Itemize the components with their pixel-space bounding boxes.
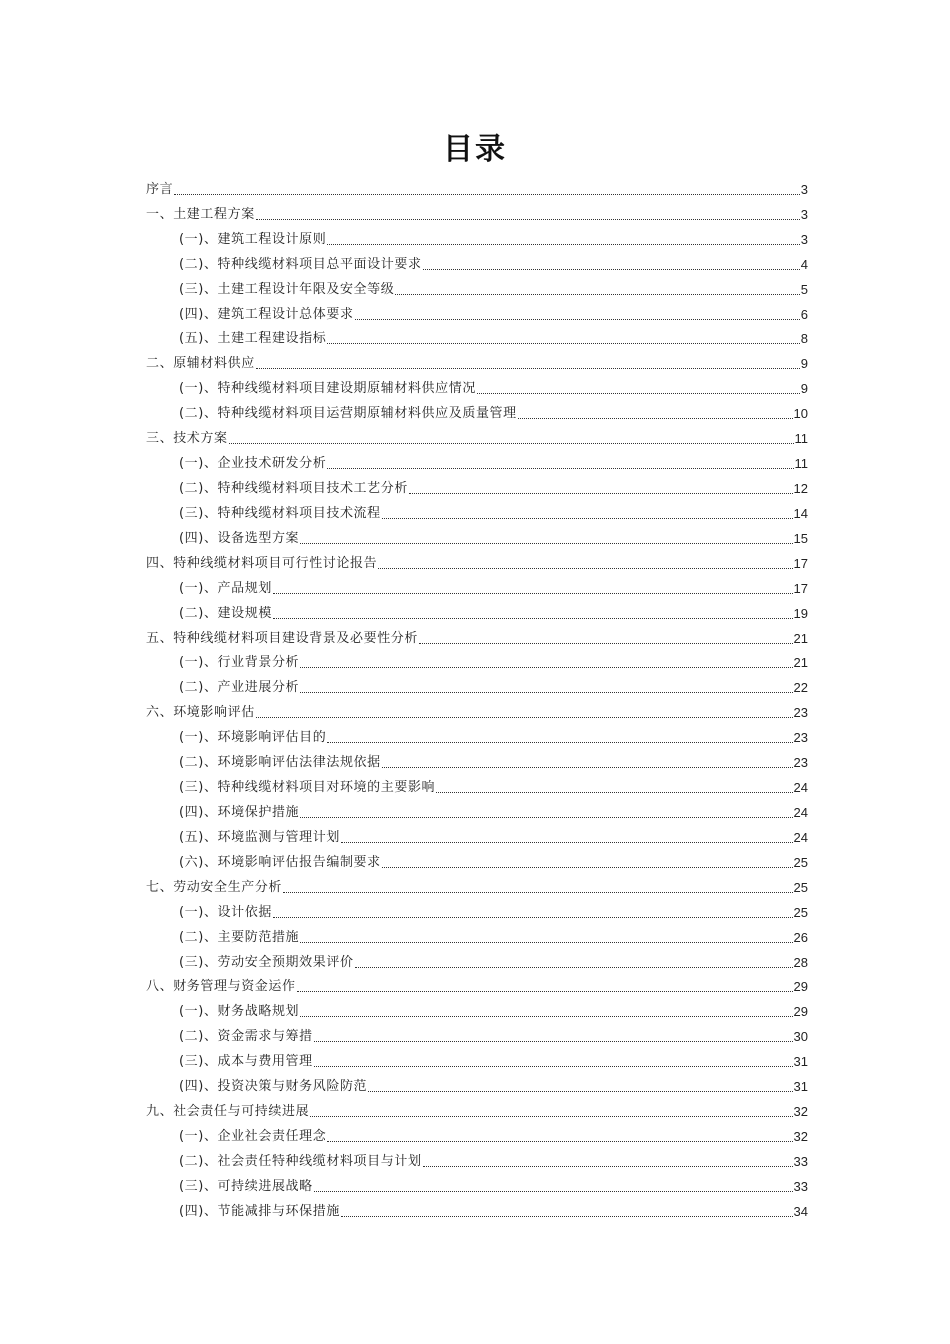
- dot-leader: [314, 1065, 793, 1067]
- toc-entry[interactable]: [146, 1046, 808, 1071]
- dot-leader: [283, 891, 793, 893]
- toc-entry-page-number: 25: [793, 904, 808, 920]
- toc-entry-title: (三)、土建工程设计年限及安全等级: [179, 281, 395, 297]
- toc-entry-title: 一、土建工程方案: [146, 206, 255, 222]
- dot-leader: [273, 592, 793, 594]
- toc-entry-page-number: 30: [793, 1029, 808, 1045]
- toc-entry[interactable]: [146, 348, 808, 373]
- toc-entry-title: (三)、特种线缆材料项目技术流程: [179, 505, 381, 521]
- toc-entry-page-number: 23: [793, 705, 808, 721]
- toc-entry-page-number: 12: [793, 480, 808, 496]
- dot-leader: [314, 1040, 793, 1042]
- dot-leader: [477, 392, 800, 394]
- toc-entry[interactable]: [146, 1021, 808, 1046]
- dot-leader: [310, 1115, 792, 1117]
- toc-entry-page-number: 33: [793, 1178, 808, 1194]
- toc-entry[interactable]: [146, 797, 808, 822]
- toc-entry[interactable]: [146, 672, 808, 697]
- toc-entry[interactable]: [146, 598, 808, 623]
- dot-leader: [419, 642, 793, 644]
- dot-leader: [327, 1140, 792, 1142]
- toc-entry-title: 三、技术方案: [146, 431, 228, 447]
- dot-leader: [300, 1015, 792, 1017]
- toc-entry-page-number: 5: [800, 281, 808, 297]
- toc-entry[interactable]: [146, 772, 808, 797]
- toc-entry[interactable]: [146, 448, 808, 473]
- toc-entry-title: (二)、社会责任特种线缆材料项目与计划: [179, 1153, 422, 1169]
- toc-entry[interactable]: [146, 573, 808, 598]
- dot-leader: [256, 218, 800, 220]
- toc-entry-page-number: 25: [793, 879, 808, 895]
- toc-entry[interactable]: [146, 947, 808, 972]
- dot-leader: [378, 567, 792, 569]
- toc-entry[interactable]: [146, 648, 808, 673]
- toc-entry-page-number: 9: [800, 356, 808, 372]
- dot-leader: [436, 791, 792, 793]
- toc-entry[interactable]: [146, 199, 808, 224]
- toc-entry-page-number: 11: [794, 431, 808, 447]
- toc-entry-page-number: 3: [800, 231, 808, 247]
- dot-leader: [355, 318, 800, 320]
- dot-leader: [256, 367, 800, 369]
- dot-leader: [297, 990, 793, 992]
- toc-entry[interactable]: [146, 897, 808, 922]
- toc-entry-title: (四)、设备选型方案: [179, 530, 300, 546]
- toc-entry-title: (三)、劳动安全预期效果评价: [179, 954, 354, 970]
- dot-leader: [341, 1215, 793, 1217]
- dot-leader: [300, 666, 792, 668]
- dot-leader: [341, 841, 793, 843]
- toc-entry-page-number: 11: [794, 456, 808, 472]
- toc-entry-title: (一)、产品规划: [179, 580, 272, 596]
- toc-entry-page-number: 33: [793, 1153, 808, 1169]
- dot-leader: [395, 293, 799, 295]
- toc-entry-title: 二、原辅材料供应: [146, 356, 255, 372]
- toc-entry[interactable]: [146, 1096, 808, 1121]
- toc-entry[interactable]: [146, 174, 808, 199]
- toc-entry-title: (四)、投资决策与财务风险防范: [179, 1079, 368, 1095]
- toc-entry[interactable]: [146, 398, 808, 423]
- toc-entry-page-number: 8: [800, 331, 808, 347]
- toc-entry-page-number: 17: [793, 555, 808, 571]
- toc-entry[interactable]: [146, 996, 808, 1021]
- dot-leader: [273, 617, 793, 619]
- toc-entry[interactable]: [146, 324, 808, 349]
- toc-entry-title: (二)、特种线缆材料项目技术工艺分析: [179, 480, 408, 496]
- toc-entry-page-number: 28: [793, 954, 808, 970]
- toc-entry-title: (六)、环境影响评估报告编制要求: [179, 854, 381, 870]
- toc-entry-page-number: 32: [793, 1104, 808, 1120]
- toc-entry-title: (五)、土建工程建设指标: [179, 331, 327, 347]
- toc-entry-title: (一)、建筑工程设计原则: [179, 231, 327, 247]
- toc-entry-page-number: 31: [793, 1079, 808, 1095]
- toc-entry-title: (三)、特种线缆材料项目对环境的主要影响: [179, 780, 436, 796]
- toc-entry-page-number: 24: [793, 804, 808, 820]
- toc-entry-title: 九、社会责任与可持续进展: [146, 1104, 310, 1120]
- toc-entry-title: (一)、特种线缆材料项目建设期原辅材料供应情况: [179, 381, 476, 397]
- dot-leader: [368, 1090, 792, 1092]
- toc-entry[interactable]: [146, 1121, 808, 1146]
- toc-entry-page-number: 24: [793, 829, 808, 845]
- dot-leader: [382, 517, 793, 519]
- toc-entry-page-number: 15: [793, 530, 808, 546]
- dot-leader: [409, 492, 793, 494]
- dot-leader: [327, 342, 799, 344]
- toc-entry-page-number: 26: [793, 929, 808, 945]
- toc-entry-page-number: 34: [793, 1203, 808, 1219]
- toc-entry-title: (四)、节能减排与环保措施: [179, 1203, 340, 1219]
- toc-entry-title: (一)、设计依据: [179, 904, 272, 920]
- toc-entry[interactable]: [146, 1071, 808, 1096]
- dot-leader: [314, 1190, 793, 1192]
- toc-entry-title: (一)、企业社会责任理念: [179, 1128, 327, 1144]
- dot-leader: [300, 691, 792, 693]
- toc-entry[interactable]: [146, 623, 808, 648]
- toc-entry-title: 五、特种线缆材料项目建设背景及必要性分析: [146, 630, 419, 646]
- dot-leader: [423, 268, 800, 270]
- toc-entry-title: (三)、成本与费用管理: [179, 1054, 313, 1070]
- dot-leader: [300, 542, 792, 544]
- toc-entry[interactable]: [146, 722, 808, 747]
- toc-entry-title: (三)、可持续进展战略: [179, 1178, 313, 1194]
- toc-entry[interactable]: [146, 523, 808, 548]
- toc-entry-title: (二)、主要防范措施: [179, 929, 300, 945]
- toc-entry-page-number: 3: [800, 181, 808, 197]
- toc-entry-title: (一)、财务战略规划: [179, 1004, 300, 1020]
- dot-leader: [229, 442, 794, 444]
- toc-entry-title: (二)、特种线缆材料项目总平面设计要求: [179, 256, 422, 272]
- dot-leader: [174, 193, 800, 195]
- table-of-contents: [146, 174, 808, 1221]
- toc-entry-page-number: 23: [793, 755, 808, 771]
- toc-entry[interactable]: [146, 224, 808, 249]
- dot-leader: [327, 741, 792, 743]
- toc-entry[interactable]: [146, 872, 808, 897]
- toc-entry-page-number: 17: [793, 580, 808, 596]
- toc-entry[interactable]: [146, 423, 808, 448]
- toc-entry-page-number: 4: [800, 256, 808, 272]
- toc-entry[interactable]: [146, 498, 808, 523]
- toc-entry-page-number: 6: [800, 306, 808, 322]
- toc-entry[interactable]: [146, 548, 808, 573]
- toc-entry-page-number: 3: [800, 206, 808, 222]
- toc-entry-title: 八、财务管理与资金运作: [146, 979, 296, 995]
- toc-entry-page-number: 19: [793, 605, 808, 621]
- toc-entry-title: (一)、环境影响评估目的: [179, 730, 327, 746]
- toc-entry-page-number: 23: [793, 730, 808, 746]
- toc-entry-page-number: 29: [793, 1004, 808, 1020]
- toc-entry-title: 序言: [146, 181, 174, 197]
- toc-entry[interactable]: [146, 249, 808, 274]
- toc-entry-title: (二)、产业进展分析: [179, 680, 300, 696]
- toc-entry-title: (四)、建筑工程设计总体要求: [179, 306, 354, 322]
- dot-leader: [327, 467, 793, 469]
- toc-entry-title: (二)、建设规模: [179, 605, 272, 621]
- page-title: 目录: [443, 132, 507, 167]
- toc-entry-title: (一)、企业技术研发分析: [179, 456, 327, 472]
- toc-entry-page-number: 32: [793, 1128, 808, 1144]
- toc-entry[interactable]: [146, 274, 808, 299]
- toc-entry-title: (一)、行业背景分析: [179, 655, 300, 671]
- toc-entry[interactable]: [146, 922, 808, 947]
- toc-entry-page-number: 29: [793, 979, 808, 995]
- toc-entry-page-number: 31: [793, 1054, 808, 1070]
- toc-entry-page-number: 21: [793, 655, 808, 671]
- toc-entry-title: 七、劳动安全生产分析: [146, 879, 283, 895]
- dot-leader: [355, 966, 793, 968]
- dot-leader: [273, 916, 793, 918]
- toc-entry[interactable]: [146, 373, 808, 398]
- toc-entry-title: 六、环境影响评估: [146, 705, 255, 721]
- toc-entry-title: (二)、特种线缆材料项目运营期原辅材料供应及质量管理: [179, 406, 517, 422]
- toc-entry-title: (四)、环境保护措施: [179, 804, 300, 820]
- toc-entry[interactable]: [146, 473, 808, 498]
- toc-entry-page-number: 24: [793, 780, 808, 796]
- toc-entry-page-number: 25: [793, 854, 808, 870]
- toc-entry-page-number: 9: [800, 381, 808, 397]
- dot-leader: [382, 766, 793, 768]
- toc-entry[interactable]: [146, 972, 808, 997]
- dot-leader: [382, 866, 793, 868]
- toc-entry-title: (二)、资金需求与筹措: [179, 1029, 313, 1045]
- dot-leader: [327, 243, 799, 245]
- dot-leader: [300, 941, 792, 943]
- toc-entry-page-number: 22: [793, 680, 808, 696]
- toc-entry[interactable]: [146, 822, 808, 847]
- toc-entry-page-number: 14: [793, 505, 808, 521]
- dot-leader: [423, 1165, 793, 1167]
- toc-entry-title: (二)、环境影响评估法律法规依据: [179, 755, 381, 771]
- toc-entry-title: (五)、环境监测与管理计划: [179, 829, 340, 845]
- dot-leader: [300, 816, 792, 818]
- dot-leader: [256, 716, 793, 718]
- toc-entry[interactable]: [146, 747, 808, 772]
- dot-leader: [518, 417, 793, 419]
- toc-entry[interactable]: [146, 1146, 808, 1171]
- toc-entry-title: 四、特种线缆材料项目可行性讨论报告: [146, 555, 378, 571]
- toc-entry[interactable]: [146, 1171, 808, 1196]
- toc-entry[interactable]: [146, 697, 808, 722]
- toc-entry[interactable]: [146, 299, 808, 324]
- toc-entry-page-number: 10: [793, 406, 808, 422]
- toc-entry[interactable]: [146, 847, 808, 872]
- toc-entry-page-number: 21: [793, 630, 808, 646]
- toc-entry[interactable]: [146, 1196, 808, 1221]
